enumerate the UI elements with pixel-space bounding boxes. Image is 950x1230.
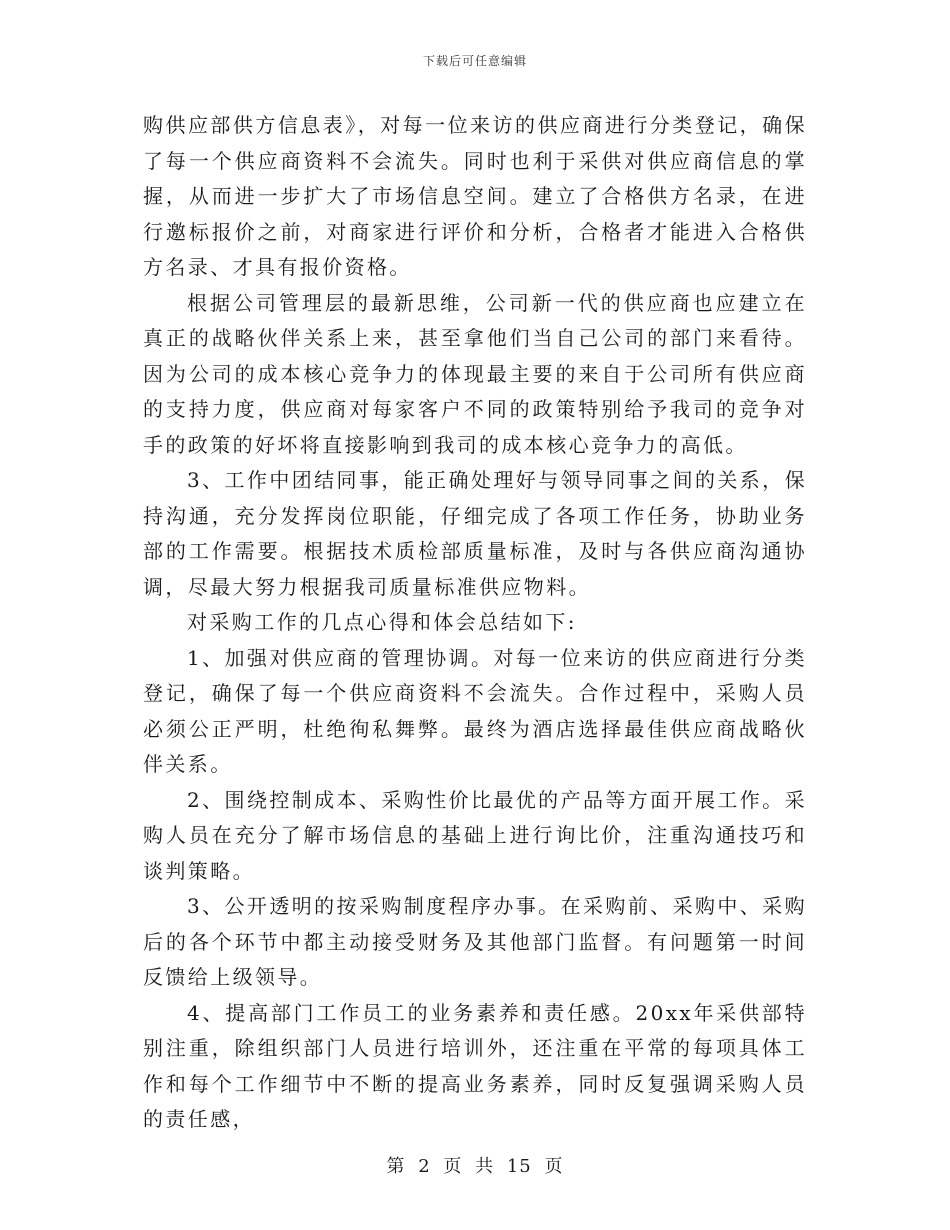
paragraph: 4、提高部门工作员工的业务素养和责任感。20xx年采供部特别注重，除组织部门人员进行培训外，还注重在平常的每项具体工作和每个工作细节中不断的提高业务素养，同时反复强调采购人员的责任感，: [143, 1000, 807, 1131]
paragraph: 2、围绕控制成本、采购性价比最优的产品等方面开展工作。采购人员在充分了解市场信息的基础上进行询比价，注重沟通技巧和谈判策略。: [143, 787, 807, 883]
paragraph: 购供应部供方信息表》，对每一位来访的供应商进行分类登记，确保了每一个供应商资料不会流失。同时也利于采供对供应商信息的掌握，从而进一步扩大了市场信息空间。建立了合格供方名录，在进行邀标报价之前，对商家进行评价和分析，合格者才能进入合格供方名录、才具有报价资格。: [143, 113, 807, 279]
paragraph: 对采购工作的几点心得和体会总结如下:: [187, 610, 577, 634]
paragraph: 3、工作中团结同事，能正确处理好与领导同事之间的关系，保持沟通，充分发挥岗位职能，仔细完成了各项工作任务，协助业务部的工作需要。根据技术质检部质量标准，及时与各供应商沟通协调，尽最大努力根据我司质量标准供应物料。: [143, 468, 807, 599]
page-number: 第 2 页 共 15 页: [386, 1156, 564, 1177]
paragraph: 根据公司管理层的最新思维，公司新一代的供应商也应建立在真正的战略伙伴关系上来，甚至拿他们当自己公司的部门来看待。因为公司的成本核心竞争力的体现最主要的来自于公司所有供应商的支持力度，供应商对每家客户不同的政策特别给予我司的竞争对手的政策的好坏将直接影响到我司的成本核心竞争力的高低。: [143, 290, 807, 457]
document-body: [143, 108, 807, 1138]
page-header-note: 下载后可任意编辑: [422, 54, 527, 68]
paragraph: 1、加强对供应商的管理协调。对每一位来访的供应商进行分类登记，确保了每一个供应商资料不会流失。合作过程中，采购人员必须公正严明，杜绝徇私舞弊。最终为酒店选择最佳供应商战略伙伴关系。: [143, 645, 807, 776]
paragraph: 3、公开透明的按采购制度程序办事。在采购前、采购中、采购后的各个环节中都主动接受财务及其他部门监督。有问题第一时间反馈给上级领导。: [143, 894, 807, 989]
